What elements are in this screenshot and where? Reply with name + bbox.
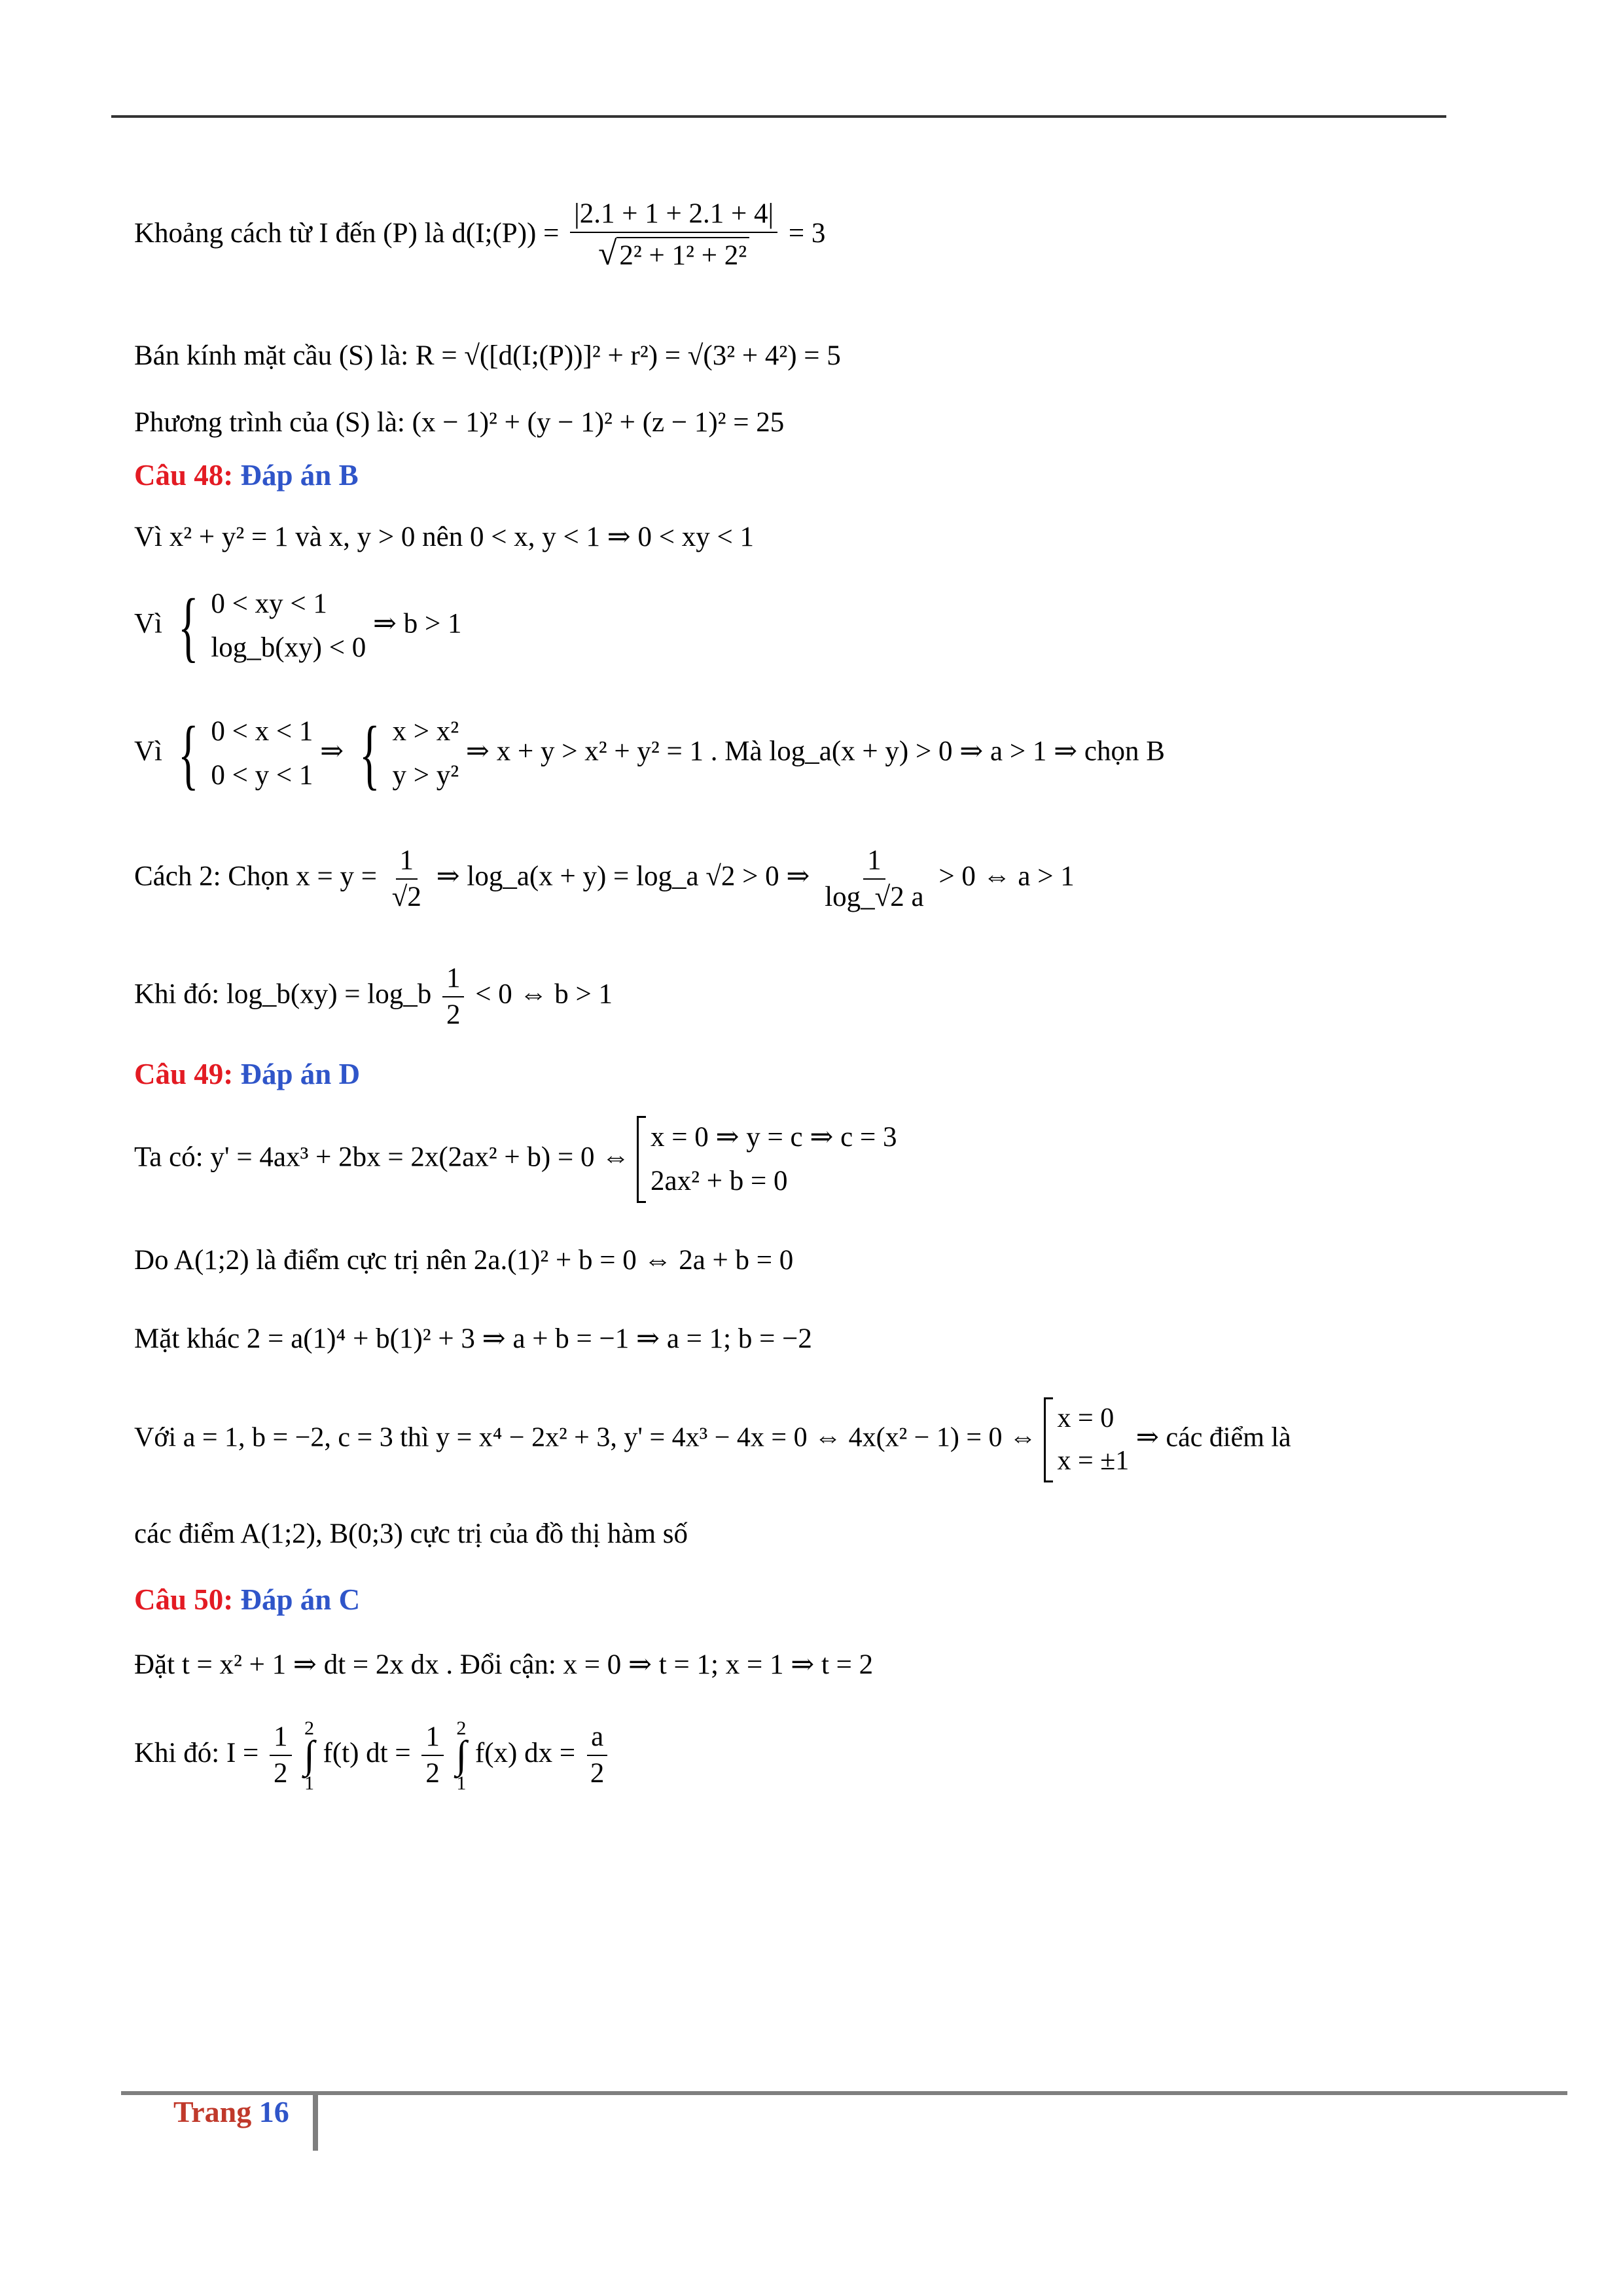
result-fraction [586,1719,609,1791]
conclusion-fraction [442,961,465,1033]
integral-symbol: 2 ∫ 1 [304,1717,315,1795]
q48-line-2 [134,583,461,670]
question-50-label: Câu 50: [134,1583,234,1616]
q49-line-4-text: Với a = 1, b = −2, c = 3 thì y = x⁴ − 2x² + 3, y' = 4x³ − 4x = 0 ⇔ 4x(x² − 1) = 0 ⇔ [134,1422,1037,1453]
question-48-answer: Đáp án B [240,459,359,492]
question-50-heading [134,1583,360,1617]
q49-line-3 [134,1322,812,1356]
conclusion-end: < 0 ⇔ b > 1 [475,978,613,1010]
half-fraction [270,1719,292,1791]
fraction-denominator: 2 [425,1758,440,1789]
method-2-end: > 0 ⇔ a > 1 [938,861,1075,892]
distance-denominator: √2² + 1² + 2² [594,233,753,275]
method-2-fraction-2 [821,843,927,915]
q50-substitution-text: Đặt t = x² + 1 ⇒ dt = 2x dx . Đổi cận: x = 0 ⇒ t = 1; x = 1 ⇒ t = 2 [134,1649,874,1680]
integral-upper: 2 [456,1717,467,1739]
fraction-denominator: 2 [446,999,461,1030]
system-row: x = 0 ⇒ y = c ⇒ c = 3 [650,1122,897,1153]
q50-substitution [134,1648,873,1682]
distance-line [134,196,825,275]
fraction-numerator: 1 [270,1719,292,1756]
footer-rule [121,2091,1567,2095]
distance-text: Khoảng cách từ I đến (P) là [134,217,452,249]
question-48-heading [134,458,359,492]
radius-line [134,339,841,373]
distance-numerator: |2.1 + 1 + 2.1 + 4| [570,196,777,233]
q49-line-2-text: Do A(1;2) là điểm cực trị nên 2a.(1)² + b = 0 ⇔ 2a + b = 0 [134,1245,794,1276]
integral-symbol-2: 2 ∫ 1 [455,1717,467,1795]
system-row: 2ax² + b = 0 [650,1165,788,1196]
q48-line-3-result: ⇒ x + y > x² + y² = 1 . Mà log_a(x + y) > 0 ⇒ a > 1 ⇒ chọn B [465,736,1165,767]
q50-integral [134,1718,612,1793]
implies-symbol: ⇒ [320,736,344,767]
system-row: x = 0 [1057,1403,1115,1433]
integral-lower: 1 [304,1772,315,1795]
integrand-1: f(t) dt = [323,1738,411,1769]
radius-math: R = √([d(I;(P))]² + r²) = √(3² + 4²) = 5 [415,340,841,371]
page-word: Trang [173,2095,252,2128]
fraction-denominator: 2 [274,1758,288,1789]
derivative-text: Ta có: y' = 4ax³ + 2bx = 2x(2ax² + b) = 0 ⇔ [134,1141,630,1173]
q48-conclusion [134,961,613,1033]
fraction-numerator: a [587,1719,607,1756]
equation-math: (x − 1)² + (y − 1)² + (z − 1)² = 25 [412,407,785,438]
method-2-fraction-1 [388,843,425,915]
half-fraction-2 [421,1719,444,1791]
page-footer [173,2094,289,2129]
method-2-text: Cách 2: Chọn x = y = [134,861,377,892]
distance-result: = 3 [788,217,826,249]
q49-line-2 [134,1244,793,1278]
system-row: log_b(xy) < 0 [211,632,366,663]
q49-line-5-text: các điểm A(1;2), B(0;3) cực trị của đồ thị hàm số [134,1518,688,1549]
brace-symbol: { [177,709,199,797]
page-number: 16 [259,2095,289,2128]
q48-line-2-result: ⇒ b > 1 [372,608,462,639]
equation-line [134,406,784,440]
integrand-2: f(x) dx = [474,1738,576,1769]
brace-symbol: { [359,709,380,797]
radius-text: Bán kính mặt cầu (S) là: [134,340,416,371]
q49-line-4-end: ⇒ các điểm là [1135,1422,1291,1453]
distance-lhs: d(I;(P)) = [452,217,560,249]
system-row: 0 < y < 1 [211,759,313,791]
question-50-answer: Đáp án C [240,1583,361,1616]
top-rule [111,115,1446,118]
conclusion-text: Khi đó: log_b(xy) = log_b [134,978,432,1010]
q48-vi: Vì [134,608,162,639]
fraction-numerator: 1 [863,843,885,880]
question-48-label: Câu 48: [134,459,234,492]
q48-system-3 [351,710,459,797]
system-row: 0 < x < 1 [211,716,313,747]
question-49-heading [134,1057,360,1091]
equation-text: Phương trình của (S) là: [134,407,412,438]
q49-line-4 [134,1397,1291,1482]
question-49-label: Câu 49: [134,1058,234,1090]
brace-symbol: { [177,582,199,670]
fraction-denominator: √2 [391,881,421,912]
footer-divider [313,2093,318,2151]
q49-bracket-system-2 [1044,1397,1130,1482]
q49-derivative [134,1116,897,1203]
fraction-denominator: log_√2 a [825,881,924,912]
q48-vi-2: Vì [134,736,162,767]
integral-lower: 1 [456,1772,467,1795]
method-2-middle: ⇒ log_a(x + y) = log_a √2 > 0 ⇒ [436,861,810,892]
q49-line-5 [134,1517,688,1551]
q48-system-2 [169,710,313,797]
fraction-numerator: 1 [421,1719,444,1756]
distance-fraction [570,196,777,275]
fraction-denominator: 2 [590,1758,605,1789]
q49-bracket-system [637,1116,897,1203]
q48-line-3 [134,710,1165,797]
system-row: x = ±1 [1057,1446,1130,1477]
q49-line-3-text: Mặt khác 2 = a(1)⁴ + b(1)² + 3 ⇒ a + b = −1 ⇒ a = 1; b = −2 [134,1323,812,1354]
system-row: y > y² [392,759,459,791]
q48-line-1-text: Vì x² + y² = 1 và x, y > 0 nên 0 < x, y < 1 ⇒ 0 < xy < 1 [134,522,754,552]
q48-method-2 [134,843,1075,915]
integral-text: Khi đó: I = [134,1738,259,1769]
fraction-numerator: 1 [442,961,465,997]
system-row: x > x² [392,716,459,747]
question-49-answer: Đáp án D [240,1058,361,1090]
integral-upper: 2 [304,1717,315,1739]
fraction-numerator: 1 [396,843,418,880]
q48-line-1 [134,520,754,554]
q48-system-1 [169,583,366,670]
system-row: 0 < xy < 1 [211,588,327,619]
